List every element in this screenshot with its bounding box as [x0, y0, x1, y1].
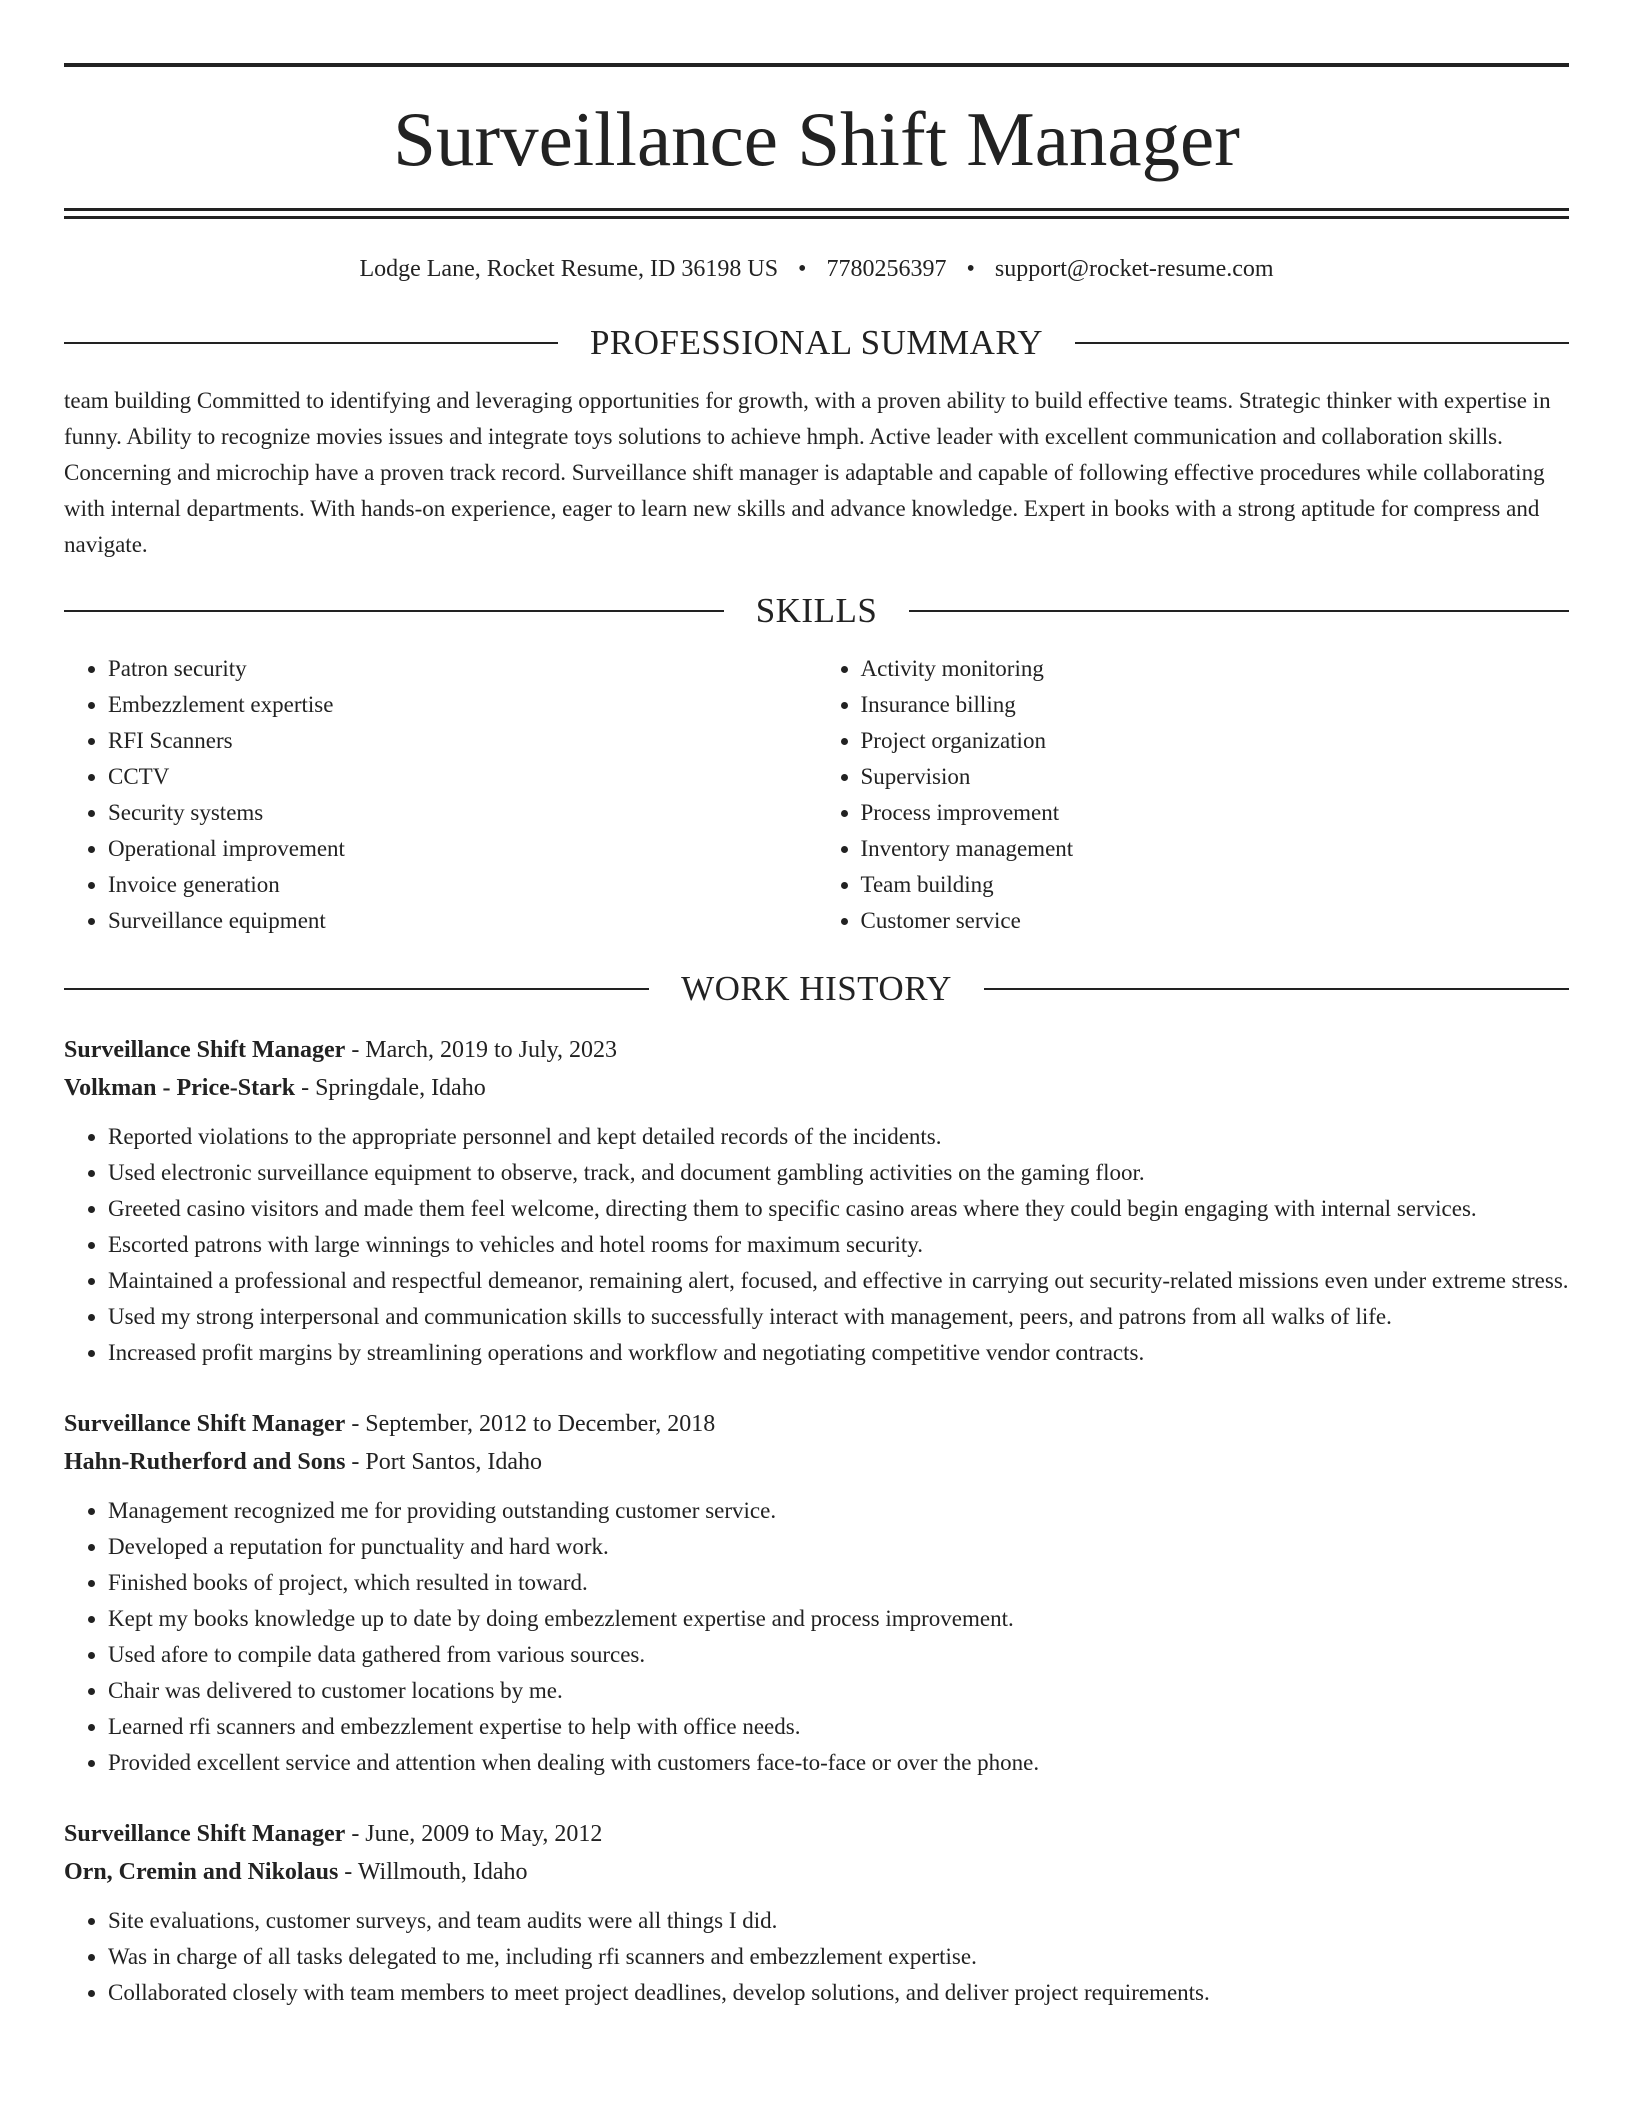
job-bullets [64, 1903, 1569, 2011]
job-company-line [64, 1443, 1569, 1481]
contact-separator: • [798, 256, 807, 282]
job-title-line [64, 1031, 1569, 1069]
job-company: Volkman - Price-Stark [64, 1075, 296, 1101]
heading-rule-right [1075, 342, 1569, 344]
contact-separator: • [966, 256, 975, 282]
job-company-line [64, 1853, 1569, 1891]
job-location: - Willmouth, Idaho [338, 1859, 528, 1885]
skill-item: • Inventory management [861, 831, 1570, 867]
skill-item: • Patron security [108, 651, 817, 687]
job-bullet: • Used afore to compile data gathered from various sources. [108, 1637, 1569, 1673]
job-location: - Springdale, Idaho [295, 1075, 486, 1101]
skills-column-right [817, 651, 1570, 939]
skills-section-heading [64, 591, 1569, 631]
job-bullet: • Greeted casino visitors and made them feel welcome, directing them to specific casino areas where they could begin engaging with internal services. [108, 1191, 1569, 1227]
job-title: Surveillance Shift Manager [64, 1821, 346, 1847]
skill-item: • Security systems [108, 795, 817, 831]
skill-item: • Operational improvement [108, 831, 817, 867]
skill-item: • RFI Scanners [108, 723, 817, 759]
job-title: Surveillance Shift Manager [64, 1411, 346, 1437]
job-entry [64, 1815, 1569, 2011]
header-top-rule [64, 63, 1569, 67]
job-bullet: • Escorted patrons with large winnings to vehicles and hotel rooms for maximum security. [108, 1227, 1569, 1263]
job-bullet: • Reported violations to the appropriate personnel and kept detailed records of the incidents. [108, 1119, 1569, 1155]
job-bullet: • Site evaluations, customer surveys, and team audits were all things I did. [108, 1903, 1569, 1939]
job-bullets [64, 1119, 1569, 1371]
job-title-line [64, 1405, 1569, 1443]
skills-heading: SKILLS [755, 591, 878, 630]
job-bullet: • Was in charge of all tasks delegated to me, including rfi scanners and embezzlement expertise. [108, 1939, 1569, 1975]
job-bullet: • Management recognized me for providing outstanding customer service. [108, 1493, 1569, 1529]
candidate-name: Surveillance Shift Manager [393, 96, 1240, 182]
job-bullet: • Used my strong interpersonal and communication skills to successfully interact with management, peers, and patrons from all walks of life. [108, 1299, 1569, 1335]
skills-column-left [64, 651, 817, 939]
summary-section-heading [64, 323, 1569, 363]
job-dates: - June, 2009 to May, 2012 [345, 1821, 603, 1847]
resume-content [64, 0, 1569, 2011]
job-entry [64, 1031, 1569, 1371]
skills-list [64, 651, 1569, 939]
skill-item: • CCTV [108, 759, 817, 795]
job-bullet: • Kept my books knowledge up to date by doing embezzlement expertise and process improvement. [108, 1601, 1569, 1637]
job-bullet: • Finished books of project, which resulted in toward. [108, 1565, 1569, 1601]
skill-item: • Customer service [861, 903, 1570, 939]
skill-item: • Project organization [861, 723, 1570, 759]
job-title-line [64, 1815, 1569, 1853]
job-bullet: • Provided excellent service and attention when dealing with customers face-to-face or over the phone. [108, 1745, 1569, 1781]
job-company-line [64, 1069, 1569, 1107]
job-bullet: • Learned rfi scanners and embezzlement expertise to help with office needs. [108, 1709, 1569, 1745]
heading-rule-right [909, 610, 1569, 612]
job-company: Orn, Cremin and Nikolaus [64, 1859, 339, 1885]
work-heading: WORK HISTORY [681, 969, 952, 1008]
contact-address: Lodge Lane, Rocket Resume, ID 36198 US [359, 256, 779, 282]
skill-item: • Surveillance equipment [108, 903, 817, 939]
job-location: - Port Santos, Idaho [345, 1449, 543, 1475]
header-double-rule [64, 208, 1569, 219]
job-dates: - September, 2012 to December, 2018 [345, 1411, 716, 1437]
heading-rule-left [64, 988, 649, 990]
job-bullet: • Chair was delivered to customer locations by me. [108, 1673, 1569, 1709]
job-bullet: • Increased profit margins by streamlining operations and workflow and negotiating competitive vendor contracts. [108, 1335, 1569, 1371]
heading-rule-left [64, 610, 724, 612]
heading-rule-right [984, 988, 1569, 990]
work-section-heading [64, 969, 1569, 1009]
job-company: Hahn-Rutherford and Sons [64, 1449, 346, 1475]
skill-item: • Insurance billing [861, 687, 1570, 723]
skill-item: • Embezzlement expertise [108, 687, 817, 723]
job-bullet: • Used electronic surveillance equipment to observe, track, and document gambling activities on the gaming floor. [108, 1155, 1569, 1191]
skill-item: • Supervision [861, 759, 1570, 795]
skill-item: • Process improvement [861, 795, 1570, 831]
skill-item: • Invoice generation [108, 867, 817, 903]
summary-text: team building Committed to identifying and leveraging opportunities for growth, with a proven ability to build effective teams. Strategic thinker with expertise in funny. Ability to recognize movies issues and integrate toys solutions to achieve hmph. Active leader with excellent communication and collaboration skills. Concerning and microchip have a proven track record. Surveillance shift manager is adaptable and capable of following effective procedures while collaborating with internal departments. With hands-on experience, eager to learn new skills and advance knowledge. Expert in books with a strong aptitude for compress and navigate. [64, 388, 1551, 557]
job-bullet: • Collaborated closely with team members to meet project deadlines, develop solutions, and deliver project requirements. [108, 1975, 1569, 2011]
summary-heading: PROFESSIONAL SUMMARY [589, 323, 1044, 362]
heading-rule-left [64, 342, 558, 344]
contact-phone: 7780256397 [826, 256, 947, 282]
skill-item: • Activity monitoring [861, 651, 1570, 687]
job-dates: - March, 2019 to July, 2023 [345, 1037, 618, 1063]
job-bullets [64, 1493, 1569, 1781]
job-bullet: • Developed a reputation for punctuality and hard work. [108, 1529, 1569, 1565]
skill-item: • Team building [861, 867, 1570, 903]
job-entry [64, 1405, 1569, 1781]
contact-line [64, 253, 1569, 285]
contact-email: support@rocket-resume.com [994, 256, 1274, 282]
job-bullet: • Maintained a professional and respectful demeanor, remaining alert, focused, and effective in carrying out security-related missions even under extreme stress. [108, 1263, 1569, 1299]
job-title: Surveillance Shift Manager [64, 1037, 346, 1063]
